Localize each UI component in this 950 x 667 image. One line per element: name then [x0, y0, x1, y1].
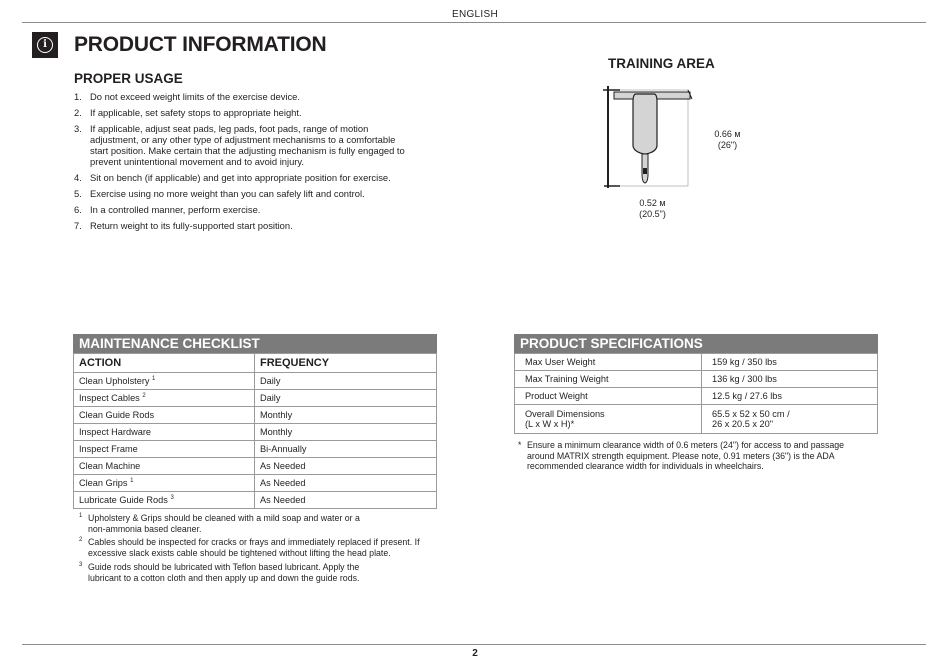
specifications-note: * Ensure a minimum clearance width of 0.6 meters (24") for access to and passage around MATRIX strength equipment. Please note, 0.91 meters (36") is the ADA recommended clearance width for individuals in wheelchairs. [518, 440, 845, 471]
table-row: Inspect Cables $^2$ Daily [74, 390, 437, 407]
proper-usage-list [74, 91, 424, 236]
table-row: Inspect Frame Bi-Annually [74, 441, 437, 458]
specifications-heading: PRODUCT SPECIFICATIONS [514, 334, 878, 353]
list-item: 5. Exercise using no more weight than you can safely lift and control. [74, 188, 365, 199]
list-item: 6. In a controlled manner, perform exercise. [74, 204, 261, 215]
training-area-diagram [600, 82, 700, 194]
language-label: ENGLISH [451, 9, 498, 20]
table-row: Clean Guide Rods Monthly [74, 407, 437, 424]
info-icon: i [32, 32, 58, 58]
table-row: Clean Machine As Needed [74, 458, 437, 475]
footnote: 1 Upholstery & Grips should be cleaned with a mild soap and water or a non-ammonia based cleaner. [79, 513, 360, 534]
footnote: 2 Cables should be inspected for cracks or frays and immediately replaced if present. If excessive slack exists cable should be tightened without lifting the head plate. [79, 537, 420, 558]
page-title: PRODUCT INFORMATION [74, 33, 327, 56]
maintenance-checklist [73, 334, 437, 509]
table-row: Max User Weight 159 kg / 350 lbs [515, 354, 878, 371]
table-header-row [74, 354, 437, 373]
maintenance-table [73, 353, 437, 509]
list-item: 1. Do not exceed weight limits of the exercise device. [74, 91, 300, 102]
training-area-width: 0.52 м (20.5") [639, 198, 666, 219]
list-item: 7. Return weight to its fully-supported start position. [74, 220, 293, 231]
bottom-rule [22, 644, 926, 645]
table-row: Clean Grips $^1$ As Needed [74, 475, 437, 492]
specifications-table [514, 353, 878, 434]
column-header-frequency: FREQUENCY [255, 354, 437, 373]
maintenance-heading: MAINTENANCE CHECKLIST [73, 334, 437, 353]
training-area-heading: TRAINING AREA [608, 56, 715, 71]
product-specifications [514, 334, 878, 434]
column-header-action: ACTION [74, 354, 255, 373]
table-row: Product Weight 12.5 kg / 27.6 lbs [515, 388, 878, 405]
list-item: 2. If applicable, set safety stops to appropriate height. [74, 107, 302, 118]
table-row: Lubricate Guide Rods $^3$ As Needed [74, 492, 437, 509]
table-row: Max Training Weight 136 kg / 300 lbs [515, 371, 878, 388]
list-item: 4. Sit on bench (if applicable) and get into appropriate position for exercise. [74, 172, 391, 183]
table-row: Overall Dimensions (L x W x H)* 65.5 x 52 x 50 cm / 26 x 20.5 x 20" [515, 405, 878, 434]
footnote: 3 Guide rods should be lubricated with Teflon based lubricant. Apply the lubricant to a cotton cloth and then apply up and down the guide rods. [79, 562, 360, 583]
page-number: 2 [472, 648, 478, 659]
table-row: Clean Upholstery $^1$ Daily [74, 373, 437, 390]
list-item: 3. If applicable, adjust seat pads, leg pads, foot pads, range of motion adjustment, or any other type of adjustment mechanisms to a comfortable start position. Make certain that the adjusting mechanism is fully engaged to prevent unintentional movement and to avoid injury. [74, 123, 405, 167]
training-area-length: 0.66 м (26") [714, 129, 741, 150]
top-rule [22, 22, 926, 23]
proper-usage-heading: PROPER USAGE [74, 71, 183, 86]
table-row: Inspect Hardware Monthly [74, 424, 437, 441]
